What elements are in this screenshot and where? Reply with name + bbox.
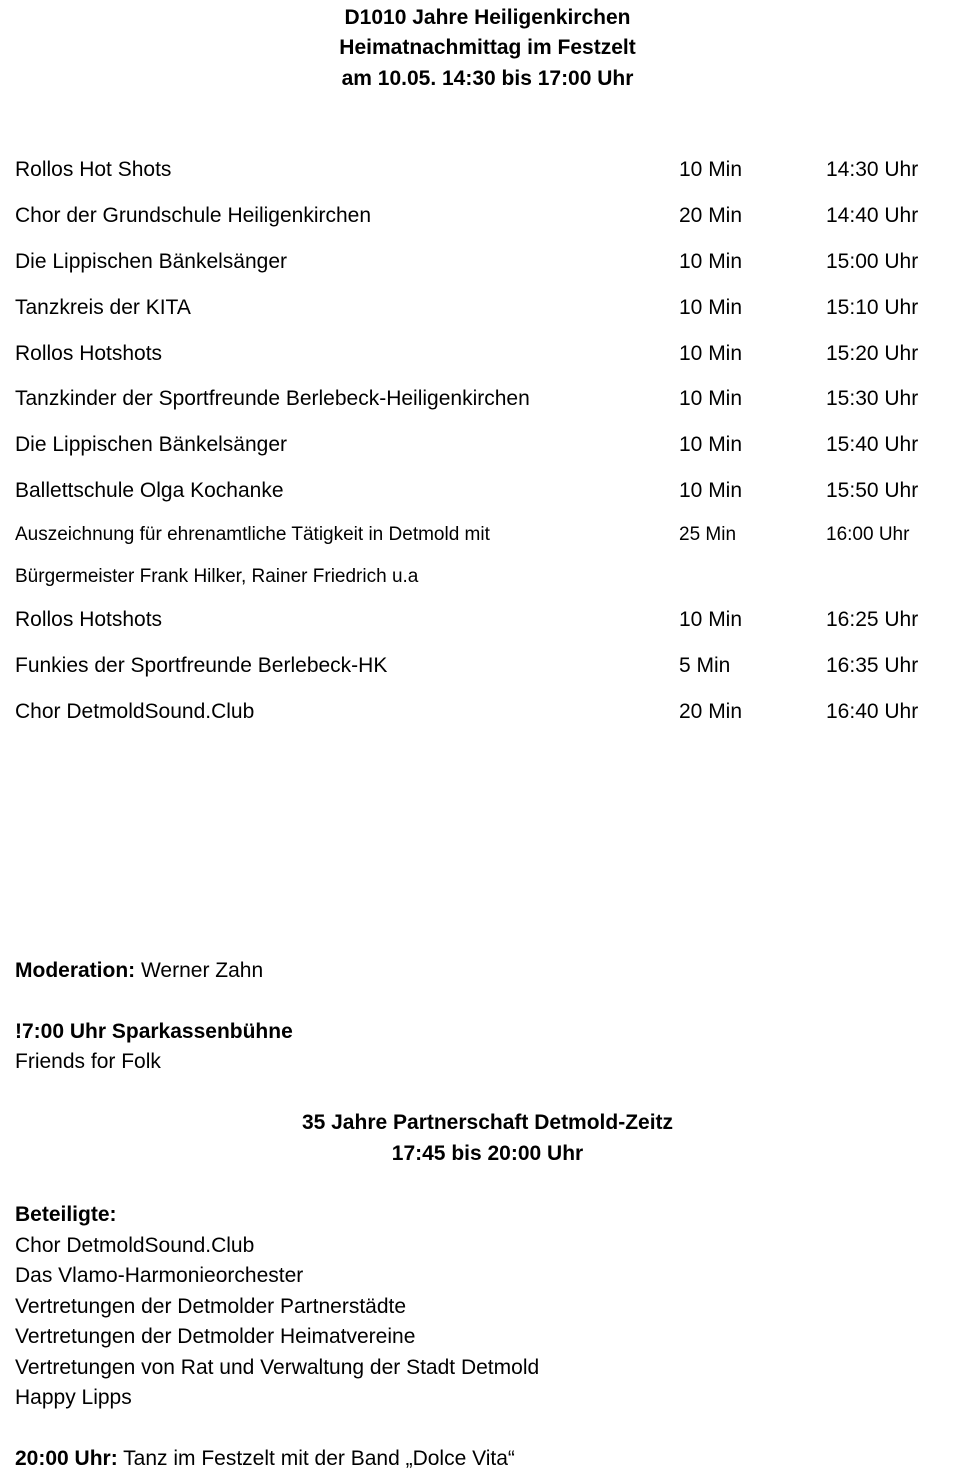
act-duration: 10 Min	[679, 387, 743, 410]
act-name: Rollos Hot Shots	[15, 158, 172, 181]
act-duration: 20 Min	[679, 204, 743, 227]
schedule-row	[0, 520, 965, 550]
schedule-row	[0, 605, 965, 635]
act-name: Ballettschule Olga Kochanke	[15, 479, 284, 502]
act-start-time: 15:50 Uhr	[826, 479, 919, 502]
participants-label: Beteiligte:	[15, 1203, 117, 1226]
partnership-time: 17:45 bis 20:00 Uhr	[391, 1142, 584, 1165]
schedule-row-continuation	[0, 562, 965, 592]
event-date-time: am 10.05. 14:30 bis 17:00 Uhr	[341, 67, 634, 90]
act-duration: 5 Min	[679, 654, 731, 677]
finale-description: Tanz im Festzelt mit der Band „Dolce Vita“	[117, 1447, 515, 1470]
schedule-row	[0, 247, 965, 277]
act-name: Rollos Hotshots	[15, 342, 163, 365]
act-name: Chor DetmoldSound.Club	[15, 700, 255, 723]
act-duration: 10 Min	[679, 342, 743, 365]
event-subtitle: Heimatnachmittag im Festzelt	[339, 36, 636, 59]
stage-heading: !7:00 Uhr Sparkassenbühne	[15, 1020, 293, 1043]
act-start-time: 14:30 Uhr	[826, 158, 919, 181]
act-start-time: 14:40 Uhr	[826, 204, 919, 227]
act-duration: 20 Min	[679, 700, 743, 723]
schedule-row	[0, 155, 965, 185]
participant-item: Vertretungen der Detmolder Partnerstädte	[15, 1295, 407, 1318]
act-name-continuation: Bürgermeister Frank Hilker, Rainer Friedrich u.a	[15, 566, 419, 587]
participant-item: Das Vlamo-Harmonieorchester	[15, 1264, 304, 1287]
schedule-row	[0, 697, 965, 727]
act-start-time: 15:10 Uhr	[826, 296, 919, 319]
act-start-time: 15:30 Uhr	[826, 387, 919, 410]
act-start-time: 16:00 Uhr	[826, 524, 910, 545]
schedule-row	[0, 384, 965, 414]
act-start-time: 16:35 Uhr	[826, 654, 919, 677]
act-duration: 10 Min	[679, 433, 743, 456]
participant-item: Vertretungen der Detmolder Heimatvereine	[15, 1325, 416, 1348]
participant-item: Happy Lipps	[15, 1386, 132, 1409]
stage-act: Friends for Folk	[15, 1050, 161, 1073]
act-name: Rollos Hotshots	[15, 608, 163, 631]
act-name: Funkies der Sportfreunde Berlebeck-HK	[15, 654, 388, 677]
act-duration: 25 Min	[679, 524, 737, 545]
act-duration: 10 Min	[679, 158, 743, 181]
act-duration: 10 Min	[679, 608, 743, 631]
act-duration: 10 Min	[679, 296, 743, 319]
act-name: Tanzkreis der KITA	[15, 296, 191, 319]
schedule-row	[0, 651, 965, 681]
act-start-time: 15:00 Uhr	[826, 250, 919, 273]
moderation-label: Moderation:	[15, 959, 136, 982]
schedule-row	[0, 430, 965, 460]
act-start-time: 15:20 Uhr	[826, 342, 919, 365]
act-name: Tanzkinder der Sportfreunde Berlebeck-Heiligenkirchen	[15, 387, 530, 410]
act-start-time: 15:40 Uhr	[826, 433, 919, 456]
schedule-row	[0, 293, 965, 323]
participant-item: Chor DetmoldSound.Club	[15, 1234, 255, 1257]
partnership-title: 35 Jahre Partnerschaft Detmold-Zeitz	[301, 1111, 674, 1134]
schedule-row	[0, 339, 965, 369]
participant-item: Vertretungen von Rat und Verwaltung der Stadt Detmold	[15, 1356, 540, 1379]
document-title: D1010 Jahre Heiligenkirchen	[344, 6, 631, 29]
finale-line	[15, 1444, 515, 1474]
act-start-time: 16:25 Uhr	[826, 608, 919, 631]
act-start-time: 16:40 Uhr	[826, 700, 919, 723]
schedule-row	[0, 476, 965, 506]
finale-time-label: 20:00 Uhr:	[15, 1447, 118, 1470]
moderation-line	[15, 956, 263, 986]
act-name: Auszeichnung für ehrenamtliche Tätigkeit in Detmold mit	[15, 524, 490, 545]
act-duration: 10 Min	[679, 479, 743, 502]
act-name: Chor der Grundschule Heiligenkirchen	[15, 204, 372, 227]
act-name: Die Lippischen Bänkelsänger	[15, 250, 288, 273]
act-name: Die Lippischen Bänkelsänger	[15, 433, 288, 456]
act-duration: 10 Min	[679, 250, 743, 273]
schedule-row	[0, 201, 965, 231]
moderation-value: Werner Zahn	[135, 959, 264, 982]
